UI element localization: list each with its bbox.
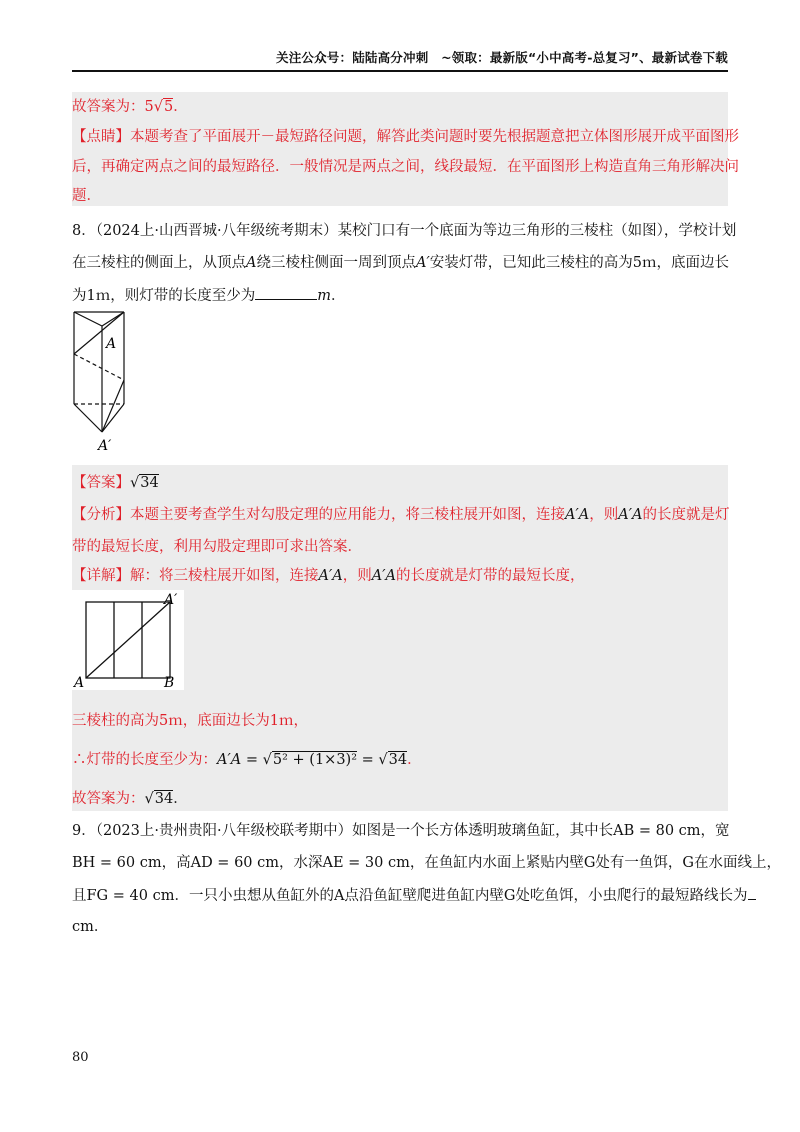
q9-line-2: BH = 60 cm，高AD = 60 cm，水深AE = 30 cm，在鱼缸内水面上紧贴内壁G处有一鱼饵，G在水面线上， [72, 855, 782, 871]
calc-radicand: 5² + (1×3)² [272, 752, 358, 768]
fig2-label-A-prime: A′ [164, 592, 178, 608]
answer-blank [255, 285, 317, 300]
comment-line-2: 后，再确定两点之间的最短路径．一般情况是两点之间，线段最短．在平面图形上构造直角三角形解决问 [72, 159, 739, 175]
page-number: 80 [72, 1050, 89, 1065]
answer-radicand: 5 [163, 99, 174, 115]
unfolded-figure [72, 590, 184, 690]
page-header: 关注公众号：陆陆高分冲刺 ~领取：最新版“小中高考-总复习”、最新试卷下载 [276, 50, 728, 65]
analysis-line-1: 【分析】本题主要考查学生对勾股定理的应用能力，将三棱柱展开如图，连接A′A，则A′A的长度就是灯 [72, 507, 730, 523]
comment-line-1: 【点睛】本题考查了平面展开－最短路径问题，解答此类问题时要先根据题意把立体图形展开成平面图形 [72, 129, 739, 145]
answer-line-prev: 故答案为：5√5． [72, 99, 188, 115]
calc-result: 34 [388, 752, 408, 768]
prism-figure [68, 308, 132, 454]
answer-blank-q9 [748, 885, 756, 900]
header-rule [72, 70, 728, 72]
final-radicand: 34 [154, 791, 174, 807]
fig1-label-A-prime: A′ [98, 438, 112, 454]
q9-line-4: cm． [72, 919, 109, 935]
calc-line: ∴灯带的长度至少为：A′A = √5² + (1×3)² = √34． [72, 752, 422, 768]
detail-line-1: 【详解】解：将三棱柱展开如图，连接A′A，则A′A的长度就是灯带的最短长度， [72, 568, 585, 584]
comment-line-3: 题． [72, 188, 101, 204]
fig2-label-B: B [164, 675, 175, 690]
answer-coef: 5 [144, 99, 154, 115]
fig1-label-A: A [106, 336, 117, 352]
q8-line-2: 在三棱柱的侧面上，从顶点A绕三棱柱侧面一周到顶点A′安装灯带，已知此三棱柱的高为5ｍ，底面边长 [72, 255, 729, 271]
final-answer-line: 故答案为：√34． [72, 791, 188, 807]
q8-line-1: 8．（2024上·山西晋城·八年级统考期末）某校门口有一个底面为等边三角形的三棱柱（如图），学校计划 [72, 223, 737, 239]
q8-line-3: 为1ｍ，则灯带的长度至少为 m． [72, 285, 732, 306]
analysis-line-2: 带的最短长度，利用勾股定理即可求出答案． [72, 539, 362, 555]
fig2-label-A: A [74, 675, 85, 690]
height-line: 三棱柱的高为5ｍ，底面边长为1ｍ， [72, 713, 308, 729]
q9-line-1: 9．（2023上·贵州贵阳·八年级校联考期中）如图是一个长方体透明玻璃鱼缸，其中长AB = 80 cm，宽 [72, 823, 730, 839]
q9-line-3: 且FG = 40 cm．一只小虫想从鱼缸外的A点沿鱼缸壁爬进鱼缸内壁G处吃鱼饵，小虫爬行的最短路线长为 [72, 885, 732, 906]
answer-radicand-q8: 34 [140, 475, 159, 491]
answer-line-q8: 【答案】√34 [72, 475, 159, 491]
